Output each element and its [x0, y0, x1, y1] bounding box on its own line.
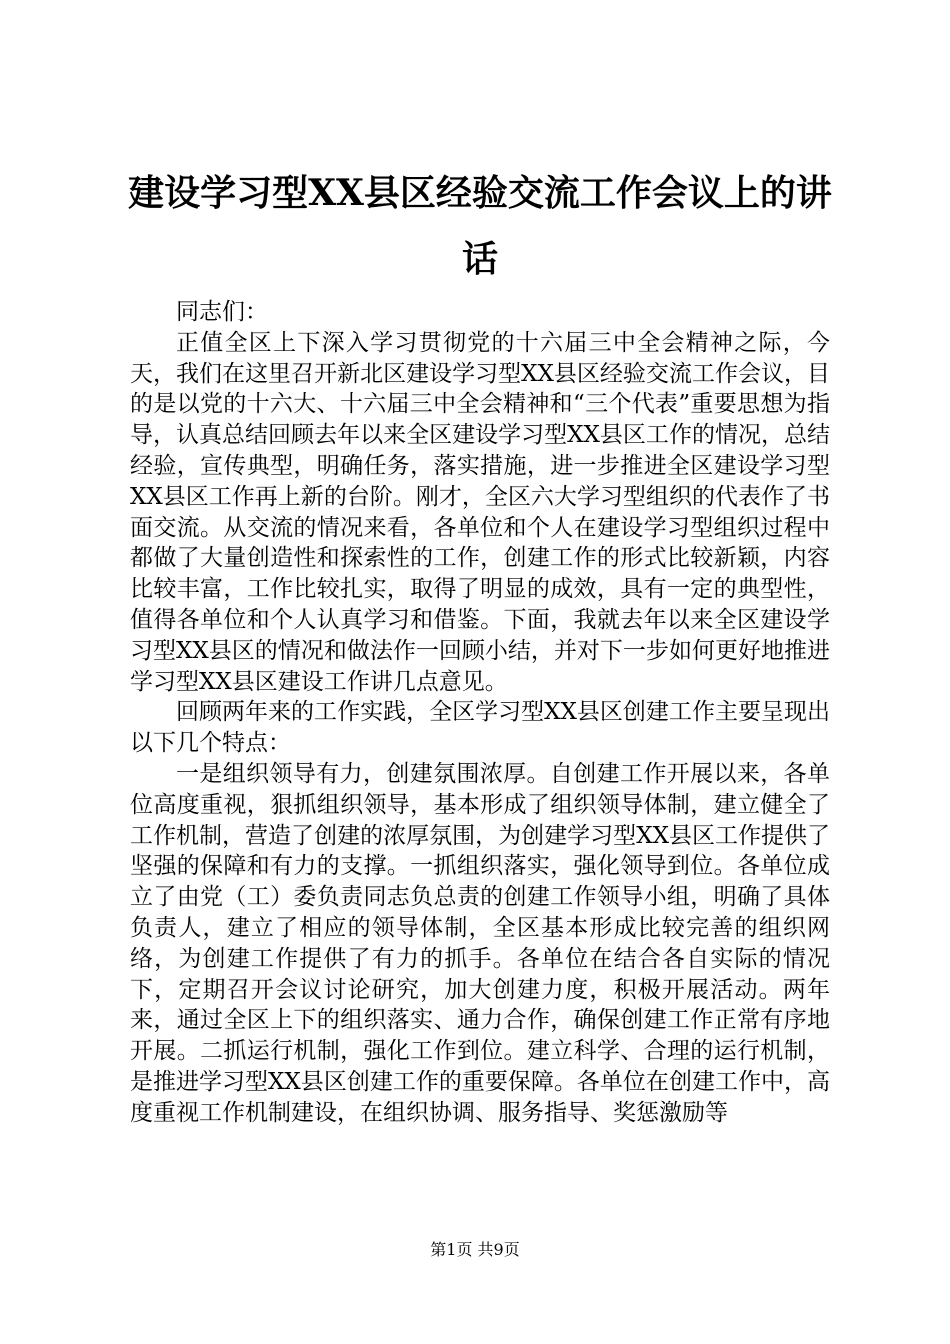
body-paragraph: 回顾两年来的工作实践，全区学习型XX县区创建工作主要呈现出以下几个特点： [130, 699, 830, 757]
body-paragraph: 正值全区上下深入学习贯彻党的十六届三中全会精神之际，今天，我们在这里召开新北区建设学习型XX县区经验交流工作会议，目的是以党的十六大、十六届三中全会精神和“三个代表”重要思想为指导，认真总结回顾去年以来全区建设学习型XX县区工作的情况，总结经验，宣传典型，明确任务，落实措施，进一步推进全区建设学习型XX县区工作再上新的台阶。刚才，全区六大学习型组织的代表作了书面交流。从交流的情况来看，各单位和个人在建设学习型组织过程中都做了大量创造性和探索性的工作，创建工作的形式比较新颖，内容比较丰富，工作比较扎实，取得了明显的成效，具有一定的典型性，值得各单位和个人认真学习和借鉴。下面，我就去年以来全区建设学习型XX县区的情况和做法作一回顾小结，并对下一步如何更好地推进学习型XX县区建设工作讲几点意见。 [130, 329, 830, 695]
document-body [130, 297, 830, 1129]
salutation-paragraph: 同志们： [176, 299, 268, 325]
page-number-footer: 第1页 共9页 [430, 1240, 520, 1259]
document-title: 建设学习型XX县区经验交流工作会议上的讲话 [128, 172, 832, 280]
body-paragraph: 一是组织领导有力，创建氛围浓厚。自创建工作开展以来，各单位高度重视，狠抓组织领导，基本形成了组织领导体制，建立健全了工作机制，营造了创建的浓厚氛围，为创建学习型XX县区工作提供了坚强的保障和有力的支撑。一抓组织落实，强化领导到位。各单位成立了由党（工）委负责同志负总责的创建工作领导小组，明确了具体负责人，建立了相应的领导体制，全区基本形成比较完善的组织网络，为创建工作提供了有力的抓手。各单位在结合各自实际的情况下，定期召开会议讨论研究，加大创建力度，积极开展活动。两年来，通过全区上下的组织落实、通力合作，确保创建工作正常有序地开展。二抓运行机制，强化工作到位。建立科学、合理的运行机制，是推进学习型XX县区创建工作的重要保障。各单位在创建工作中，高度重视工作机制建设，在组织协调、服务指导、奖惩激励等 [130, 760, 830, 1126]
